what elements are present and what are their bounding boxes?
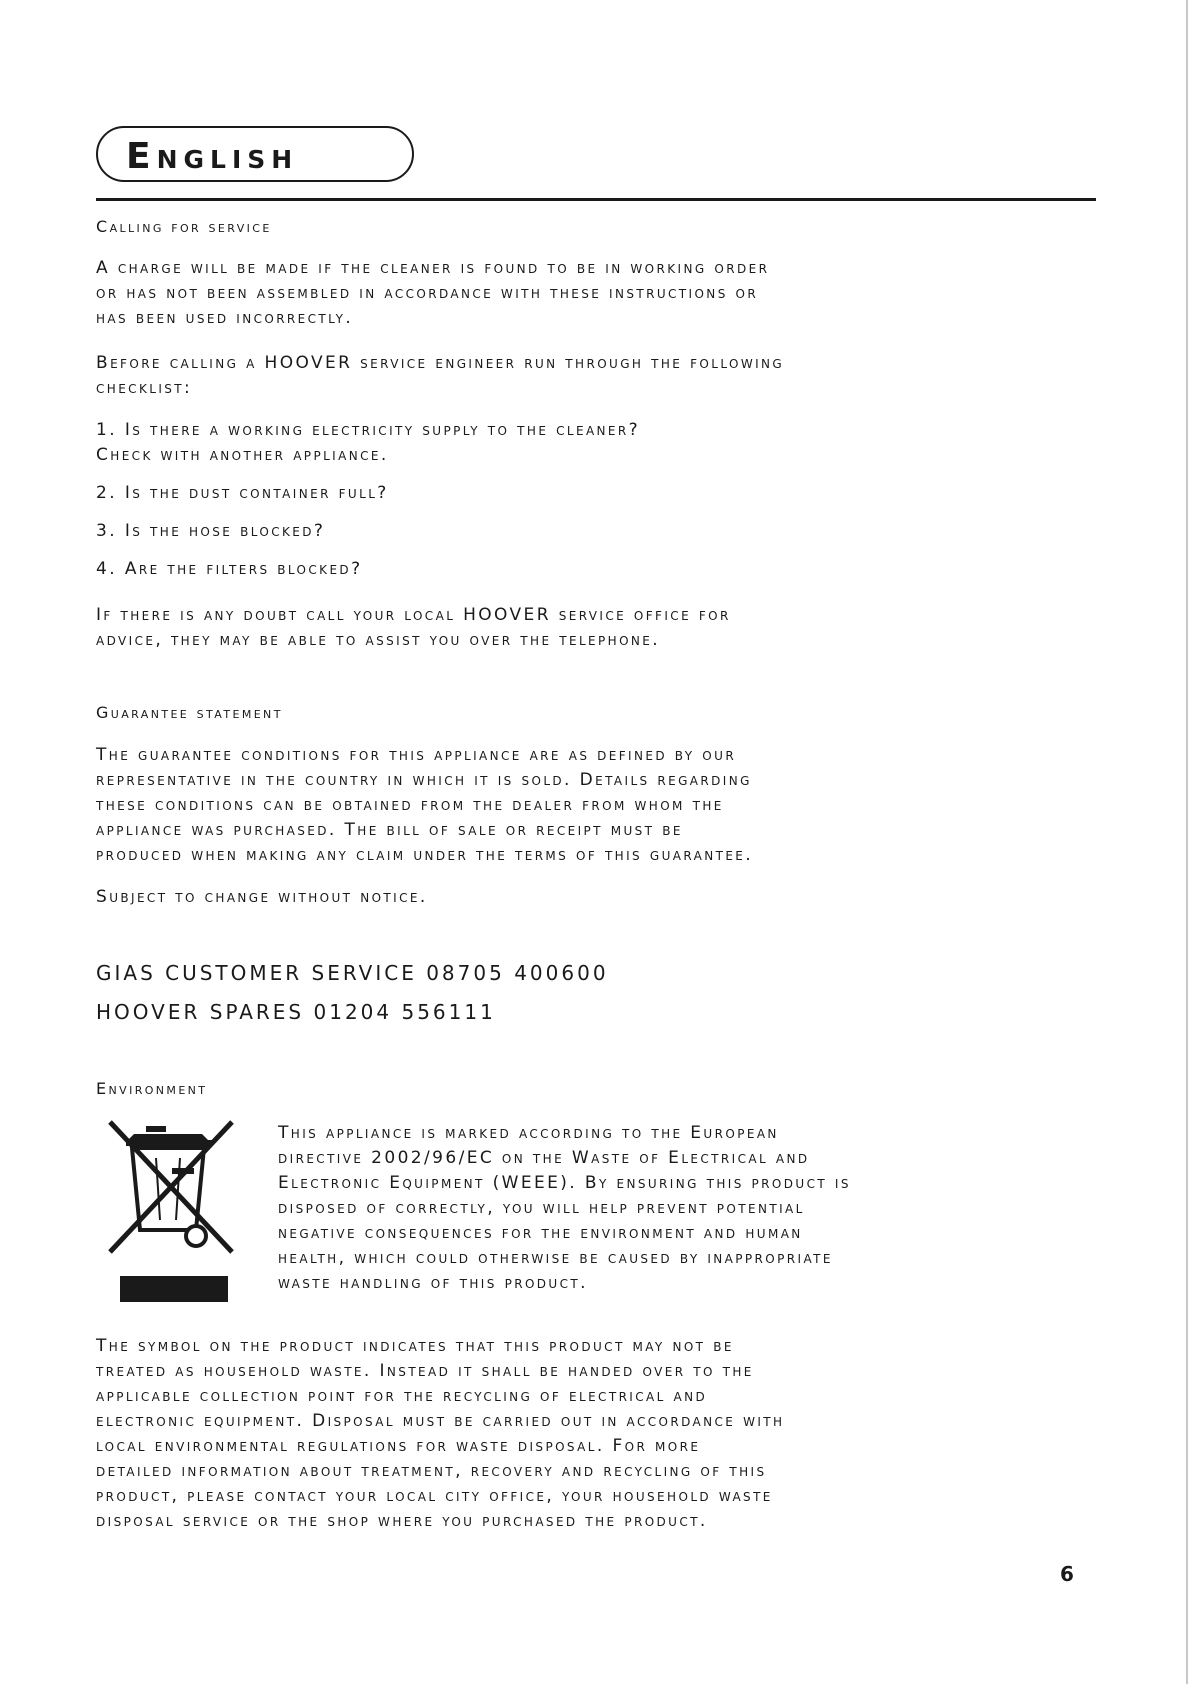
page-number: 6 xyxy=(1060,1562,1074,1586)
language-tab xyxy=(96,126,414,182)
guarantee-line: these conditions can be obtained from the dealer from whom the xyxy=(96,795,724,815)
environment-p2-line: applicable collection point for the recycling of electrical and xyxy=(96,1386,708,1406)
environment-p1-line: directive 2002/96/EC on the Waste of Electrical and xyxy=(278,1148,810,1168)
calling-p2-line: Before calling a HOOVER service engineer run through the following xyxy=(96,353,785,373)
environment-heading: Environment xyxy=(96,1079,208,1098)
environment-p2-line: detailed information about treatment, recovery and recycling of this xyxy=(96,1461,767,1481)
environment-p1-line: negative consequences for the environment and human xyxy=(278,1223,803,1243)
change-notice: Subject to change without notice. xyxy=(96,887,428,907)
environment-p2-line: product, please contact your local city office, your household waste xyxy=(96,1486,773,1506)
checklist-item: 4. Are the filters blocked? xyxy=(96,559,363,579)
checklist-item: 3. Is the hose blocked? xyxy=(96,521,326,541)
calling-p1-line: or has not been assembled in accordance with these instructions or xyxy=(96,283,759,303)
page-edge xyxy=(1186,0,1188,1684)
calling-heading: Calling for service xyxy=(96,217,272,236)
guarantee-heading: Guarantee statement xyxy=(96,703,283,722)
crossed-out-wheelie-bin-icon xyxy=(106,1112,242,1302)
guarantee-line: representative in the country in which it is sold. Details regarding xyxy=(96,770,752,790)
header-rule xyxy=(96,198,1096,201)
calling-p1-line: A charge will be made if the cleaner is found to be in working order xyxy=(96,258,770,278)
calling-p2-line: checklist: xyxy=(96,378,193,398)
environment-p1-line: This appliance is marked according to the European xyxy=(278,1123,779,1143)
environment-p1-line: disposed of correctly, you will help prevent potential xyxy=(278,1198,805,1218)
checklist-item: Check with another appliance. xyxy=(96,445,389,465)
guarantee-line: appliance was purchased. The bill of sale or receipt must be xyxy=(96,820,683,840)
checklist-item: 1. Is there a working electricity supply to the cleaner? xyxy=(96,420,641,440)
customer-service-line: GIAS CUSTOMER SERVICE 08705 400600 xyxy=(96,961,609,985)
language-label: English xyxy=(126,136,299,177)
calling-p3-line: advice, they may be able to assist you over the telephone. xyxy=(96,630,661,650)
calling-p1-line: has been used incorrectly. xyxy=(96,308,354,328)
calling-p3-line: If there is any doubt call your local HOOVER service office for xyxy=(96,605,731,625)
environment-p1-line: Electronic Equipment (WEEE). By ensuring this product is xyxy=(278,1173,851,1193)
environment-p2-line: treated as household waste. Instead it shall be handed over to the xyxy=(96,1361,754,1381)
guarantee-line: produced when making any claim under the terms of this guarantee. xyxy=(96,845,754,865)
environment-p2-line: disposal service or the shop where you purchased the product. xyxy=(96,1511,708,1531)
environment-p2-line: electronic equipment. Disposal must be carried out in accordance with xyxy=(96,1411,785,1431)
environment-p2-line: local environmental regulations for waste disposal. For more xyxy=(96,1436,701,1456)
environment-p2-line: The symbol on the product indicates that this product may not be xyxy=(96,1336,734,1356)
environment-p1-line: health, which could otherwise be caused by inappropriate xyxy=(278,1248,833,1268)
checklist-item: 2. Is the dust container full? xyxy=(96,483,389,503)
spares-line: HOOVER SPARES 01204 556111 xyxy=(96,1000,496,1024)
environment-p1-line: waste handling of this product. xyxy=(278,1273,588,1293)
guarantee-line: The guarantee conditions for this appliance are as defined by our xyxy=(96,745,737,765)
